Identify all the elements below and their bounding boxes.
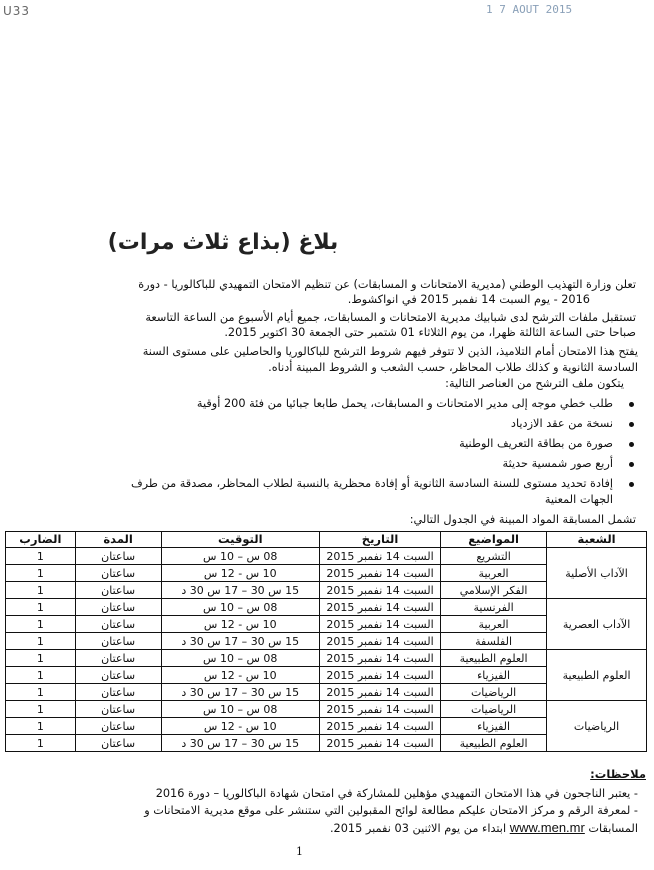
- header-coefficient: الضارب: [6, 532, 76, 548]
- page-number: 1: [296, 845, 303, 858]
- subject-cell: العربية: [441, 565, 547, 582]
- subject-cell: الرياضيات: [441, 701, 547, 718]
- notes-heading: ملاحظات:: [590, 767, 646, 781]
- paragraph-reception-line2: صباحا حتى الساعة الثالثة ظهرا، من يوم الثلاثاء 01 شتمبر حتى الجمعة 30 اكتوبر 2015.: [224, 326, 636, 339]
- list-item: إفادة تحديد مستوى للسنة السادسة الثانوية أو إفادة محظرية بالنسبة لطلاب المحاظر، مصدقة من طرف: [131, 476, 634, 491]
- duration-cell: ساعتان: [75, 650, 161, 667]
- duration-cell: ساعتان: [75, 735, 161, 752]
- note-2-line2: [330, 820, 638, 836]
- coefficient-cell: 1: [6, 548, 76, 565]
- coefficient-cell: 1: [6, 684, 76, 701]
- list-item-continuation: الجهات المعنية: [544, 493, 613, 506]
- header-subject: المواضيع: [441, 532, 547, 548]
- subject-cell: الرياضيات: [441, 684, 547, 701]
- subject-cell: العربية: [441, 616, 547, 633]
- redacted-area: [308, 70, 502, 210]
- time-cell: 15 س 30 – 17 س 30 د: [161, 582, 319, 599]
- bullet-icon: [629, 402, 634, 407]
- time-cell: 08 س – 10 س: [161, 599, 319, 616]
- list-item: نسخة من عقد الازدياد: [511, 416, 634, 431]
- coefficient-cell: 1: [6, 667, 76, 684]
- paragraph-file-components: يتكون ملف الترشح من العناصر التالية:: [445, 377, 624, 390]
- branch-cell: الآداب الأصلية: [547, 548, 647, 599]
- subject-cell: الفيزياء: [441, 718, 547, 735]
- time-cell: 15 س 30 – 17 س 30 د: [161, 633, 319, 650]
- paragraph-announcement-line2: 2016 - يوم السبت 14 نفمبر 2015 في انواكشوط.: [347, 293, 590, 306]
- coefficient-cell: 1: [6, 565, 76, 582]
- website-link[interactable]: www.men.mr: [509, 820, 585, 835]
- document-title: بلاغ (بذاع ثلاث مرات): [107, 230, 339, 255]
- date-cell: السبت 14 نفمبر 2015: [319, 582, 440, 599]
- header-time: التوقيت: [161, 532, 319, 548]
- exam-schedule-table: [5, 531, 647, 752]
- branch-cell: العلوم الطبيعية: [547, 650, 647, 701]
- subject-cell: الفلسفة: [441, 633, 547, 650]
- bullet-icon: [629, 442, 634, 447]
- duration-cell: ساعتان: [75, 548, 161, 565]
- list-item: طلب خطي موجه إلى مدير الامتحانات و المسابقات، يحمل طابعا جبائيا من فئة 200 أوقية: [197, 396, 634, 411]
- date-cell: السبت 14 نفمبر 2015: [319, 599, 440, 616]
- branch-cell: الرياضيات: [547, 701, 647, 752]
- header-date: التاريخ: [319, 532, 440, 548]
- date-cell: السبت 14 نفمبر 2015: [319, 616, 440, 633]
- duration-cell: ساعتان: [75, 616, 161, 633]
- coefficient-cell: 1: [6, 633, 76, 650]
- duration-cell: ساعتان: [75, 701, 161, 718]
- table-row: [6, 650, 647, 667]
- note-2-prefix: المسابقات: [588, 822, 638, 835]
- duration-cell: ساعتان: [75, 684, 161, 701]
- paragraph-eligibility-line2: السادسة الثانوية و كذلك طلاب المحاظر، حسب الشعب و الشروط المبينة أدناه.: [268, 361, 638, 374]
- time-cell: 10 س - 12 س: [161, 667, 319, 684]
- note-2-line1: - لمعرفة الرقم و مركز الامتحان عليكم مطالعة لوائح المقبولين التي ستنشر على موقع مديرية الامتحانات و: [144, 804, 638, 817]
- coefficient-cell: 1: [6, 701, 76, 718]
- date-cell: السبت 14 نفمبر 2015: [319, 684, 440, 701]
- table-row: [6, 548, 647, 565]
- subject-cell: الفرنسية: [441, 599, 547, 616]
- coefficient-cell: 1: [6, 650, 76, 667]
- subject-cell: التشريع: [441, 548, 547, 565]
- date-cell: السبت 14 نفمبر 2015: [319, 701, 440, 718]
- note-2-suffix: ابتداء من يوم الاثنين 03 نفمبر 2015.: [329, 822, 507, 835]
- duration-cell: ساعتان: [75, 667, 161, 684]
- coefficient-cell: 1: [6, 582, 76, 599]
- paragraph-announcement-line1: تعلن وزارة التهذيب الوطني (مديرية الامتحانات و المسابقات) عن تنظيم الامتحان التمهيدي للباكالوريا - دورة: [138, 278, 636, 291]
- date-cell: السبت 14 نفمبر 2015: [319, 633, 440, 650]
- list-item: صورة من بطاقة التعريف الوطنية: [459, 436, 634, 451]
- duration-cell: ساعتان: [75, 582, 161, 599]
- table-row: [6, 599, 647, 616]
- time-cell: 08 س – 10 س: [161, 650, 319, 667]
- date-cell: السبت 14 نفمبر 2015: [319, 565, 440, 582]
- duration-cell: ساعتان: [75, 565, 161, 582]
- date-stamp: 1 7 AOUT 2015: [486, 3, 573, 16]
- note-1: - يعتبر الناجحون في هذا الامتحان التمهيدي مؤهلين للمشاركة في امتحان شهادة الباكالوريا – دورة 2016: [155, 787, 638, 800]
- branch-cell: الآداب العصرية: [547, 599, 647, 650]
- list-item: أربع صور شمسية حديثة: [503, 456, 634, 471]
- table-intro: تشمل المسابقة المواد المبينة في الجدول التالي:: [409, 513, 636, 526]
- paragraph-reception-line1: تستقبل ملفات الترشح لدى شبابيك مديرية الامتحانات و المسابقات، جميع أيام الأسبوع من الساعة التاسعة: [145, 311, 636, 324]
- coefficient-cell: 1: [6, 718, 76, 735]
- paragraph-eligibility-line1: يفتح هذا الامتحان أمام التلاميذ، الذين لا تتوفر فيهم شروط الترشح للباكالوريا والحاصلين على مستوى السنة: [142, 345, 638, 358]
- bullet-icon: [629, 482, 634, 487]
- table-header-row: [6, 532, 647, 548]
- subject-cell: الفكر الإسلامي: [441, 582, 547, 599]
- coefficient-cell: 1: [6, 599, 76, 616]
- duration-cell: ساعتان: [75, 718, 161, 735]
- date-cell: السبت 14 نفمبر 2015: [319, 735, 440, 752]
- time-cell: 10 س - 12 س: [161, 718, 319, 735]
- date-cell: السبت 14 نفمبر 2015: [319, 650, 440, 667]
- date-cell: السبت 14 نفمبر 2015: [319, 718, 440, 735]
- duration-cell: ساعتان: [75, 599, 161, 616]
- bullet-icon: [629, 422, 634, 427]
- reference-stamp: U33: [3, 4, 31, 18]
- bullet-icon: [629, 462, 634, 467]
- time-cell: 10 س - 12 س: [161, 565, 319, 582]
- coefficient-cell: 1: [6, 616, 76, 633]
- date-cell: السبت 14 نفمبر 2015: [319, 667, 440, 684]
- time-cell: 08 س – 10 س: [161, 548, 319, 565]
- header-branch: الشعبة: [547, 532, 647, 548]
- header-duration: المدة: [75, 532, 161, 548]
- subject-cell: العلوم الطبيعية: [441, 735, 547, 752]
- duration-cell: ساعتان: [75, 633, 161, 650]
- time-cell: 15 س 30 – 17 س 30 د: [161, 735, 319, 752]
- subject-cell: الفيزياء: [441, 667, 547, 684]
- table-row: [6, 701, 647, 718]
- time-cell: 10 س - 12 س: [161, 616, 319, 633]
- coefficient-cell: 1: [6, 735, 76, 752]
- subject-cell: العلوم الطبيعية: [441, 650, 547, 667]
- time-cell: 08 س – 10 س: [161, 701, 319, 718]
- date-cell: السبت 14 نفمبر 2015: [319, 548, 440, 565]
- time-cell: 15 س 30 – 17 س 30 د: [161, 684, 319, 701]
